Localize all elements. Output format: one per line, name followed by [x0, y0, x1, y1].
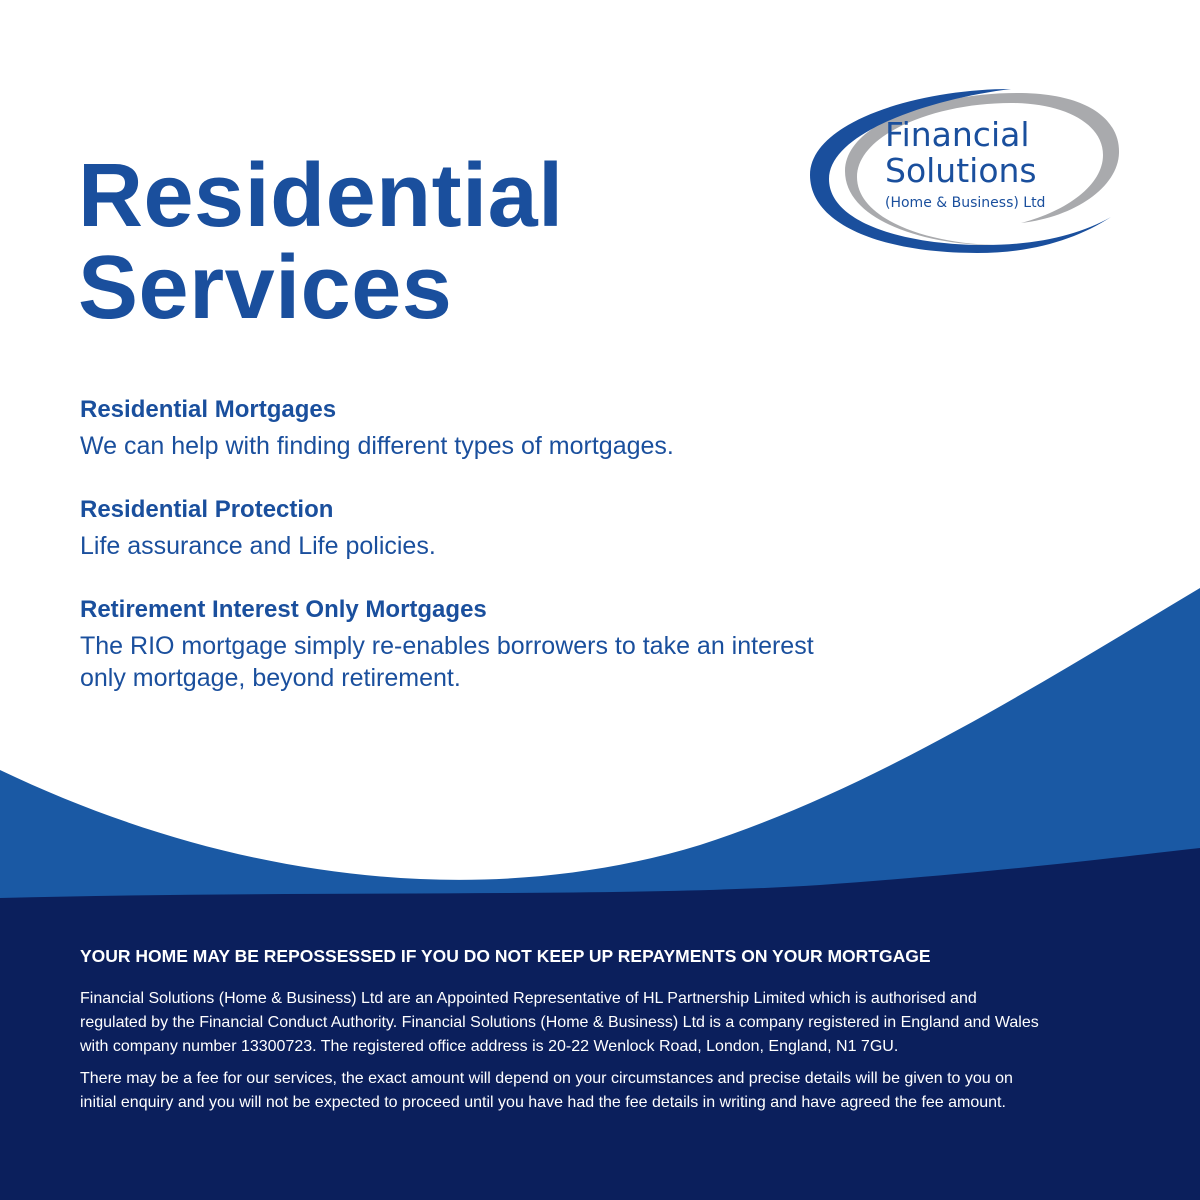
repossession-warning: YOUR HOME MAY BE REPOSSESSED IF YOU DO NOT KEEP UP REPAYMENTS ON YOUR MORTGAGE: [80, 946, 931, 966]
logo-text-line1: Financial: [885, 115, 1030, 154]
service-description: We can help with finding different types of mortgages.: [80, 432, 674, 460]
service-residential-mortgages: [80, 396, 840, 462]
service-retirement-interest-only: [80, 596, 840, 694]
service-description: Life assurance and Life policies.: [80, 532, 436, 560]
service-description: The RIO mortgage simply re-enables borrowers to take an interest only mortgage, beyond retirement.: [80, 632, 814, 692]
service-heading: Retirement Interest Only Mortgages: [80, 596, 487, 623]
company-logo: [805, 85, 1125, 255]
page-title-line2: Services: [78, 238, 453, 338]
logo-text-line2: Solutions: [885, 151, 1037, 190]
service-residential-protection: [80, 496, 840, 562]
service-heading: Residential Protection: [80, 496, 334, 523]
page-title-line1: Residential: [78, 146, 564, 246]
regulatory-disclaimer: Financial Solutions (Home & Business) Ltd are an Appointed Representative of HL Partnership Limited which is authorised and regulated by the Financial Conduct Authority. Financial Solutions (Home & Business) Ltd is a company registered in England and Wales with company number 13300723. The registered office address is 20-22 Wenlock Road, London, England, N1 7GU.: [80, 990, 1039, 1055]
fee-notice: There may be a fee for our services, the exact amount will depend on your circumstances and precise details will be given to you on initial enquiry and you will not be expected to proceed until you have had the fee details in writing and have agreed the fee amount.: [80, 1070, 1013, 1111]
service-heading: Residential Mortgages: [80, 396, 337, 423]
footer: [80, 945, 1040, 1123]
page-title: [78, 146, 564, 338]
logo-subtitle: (Home & Business) Ltd: [885, 195, 1046, 211]
